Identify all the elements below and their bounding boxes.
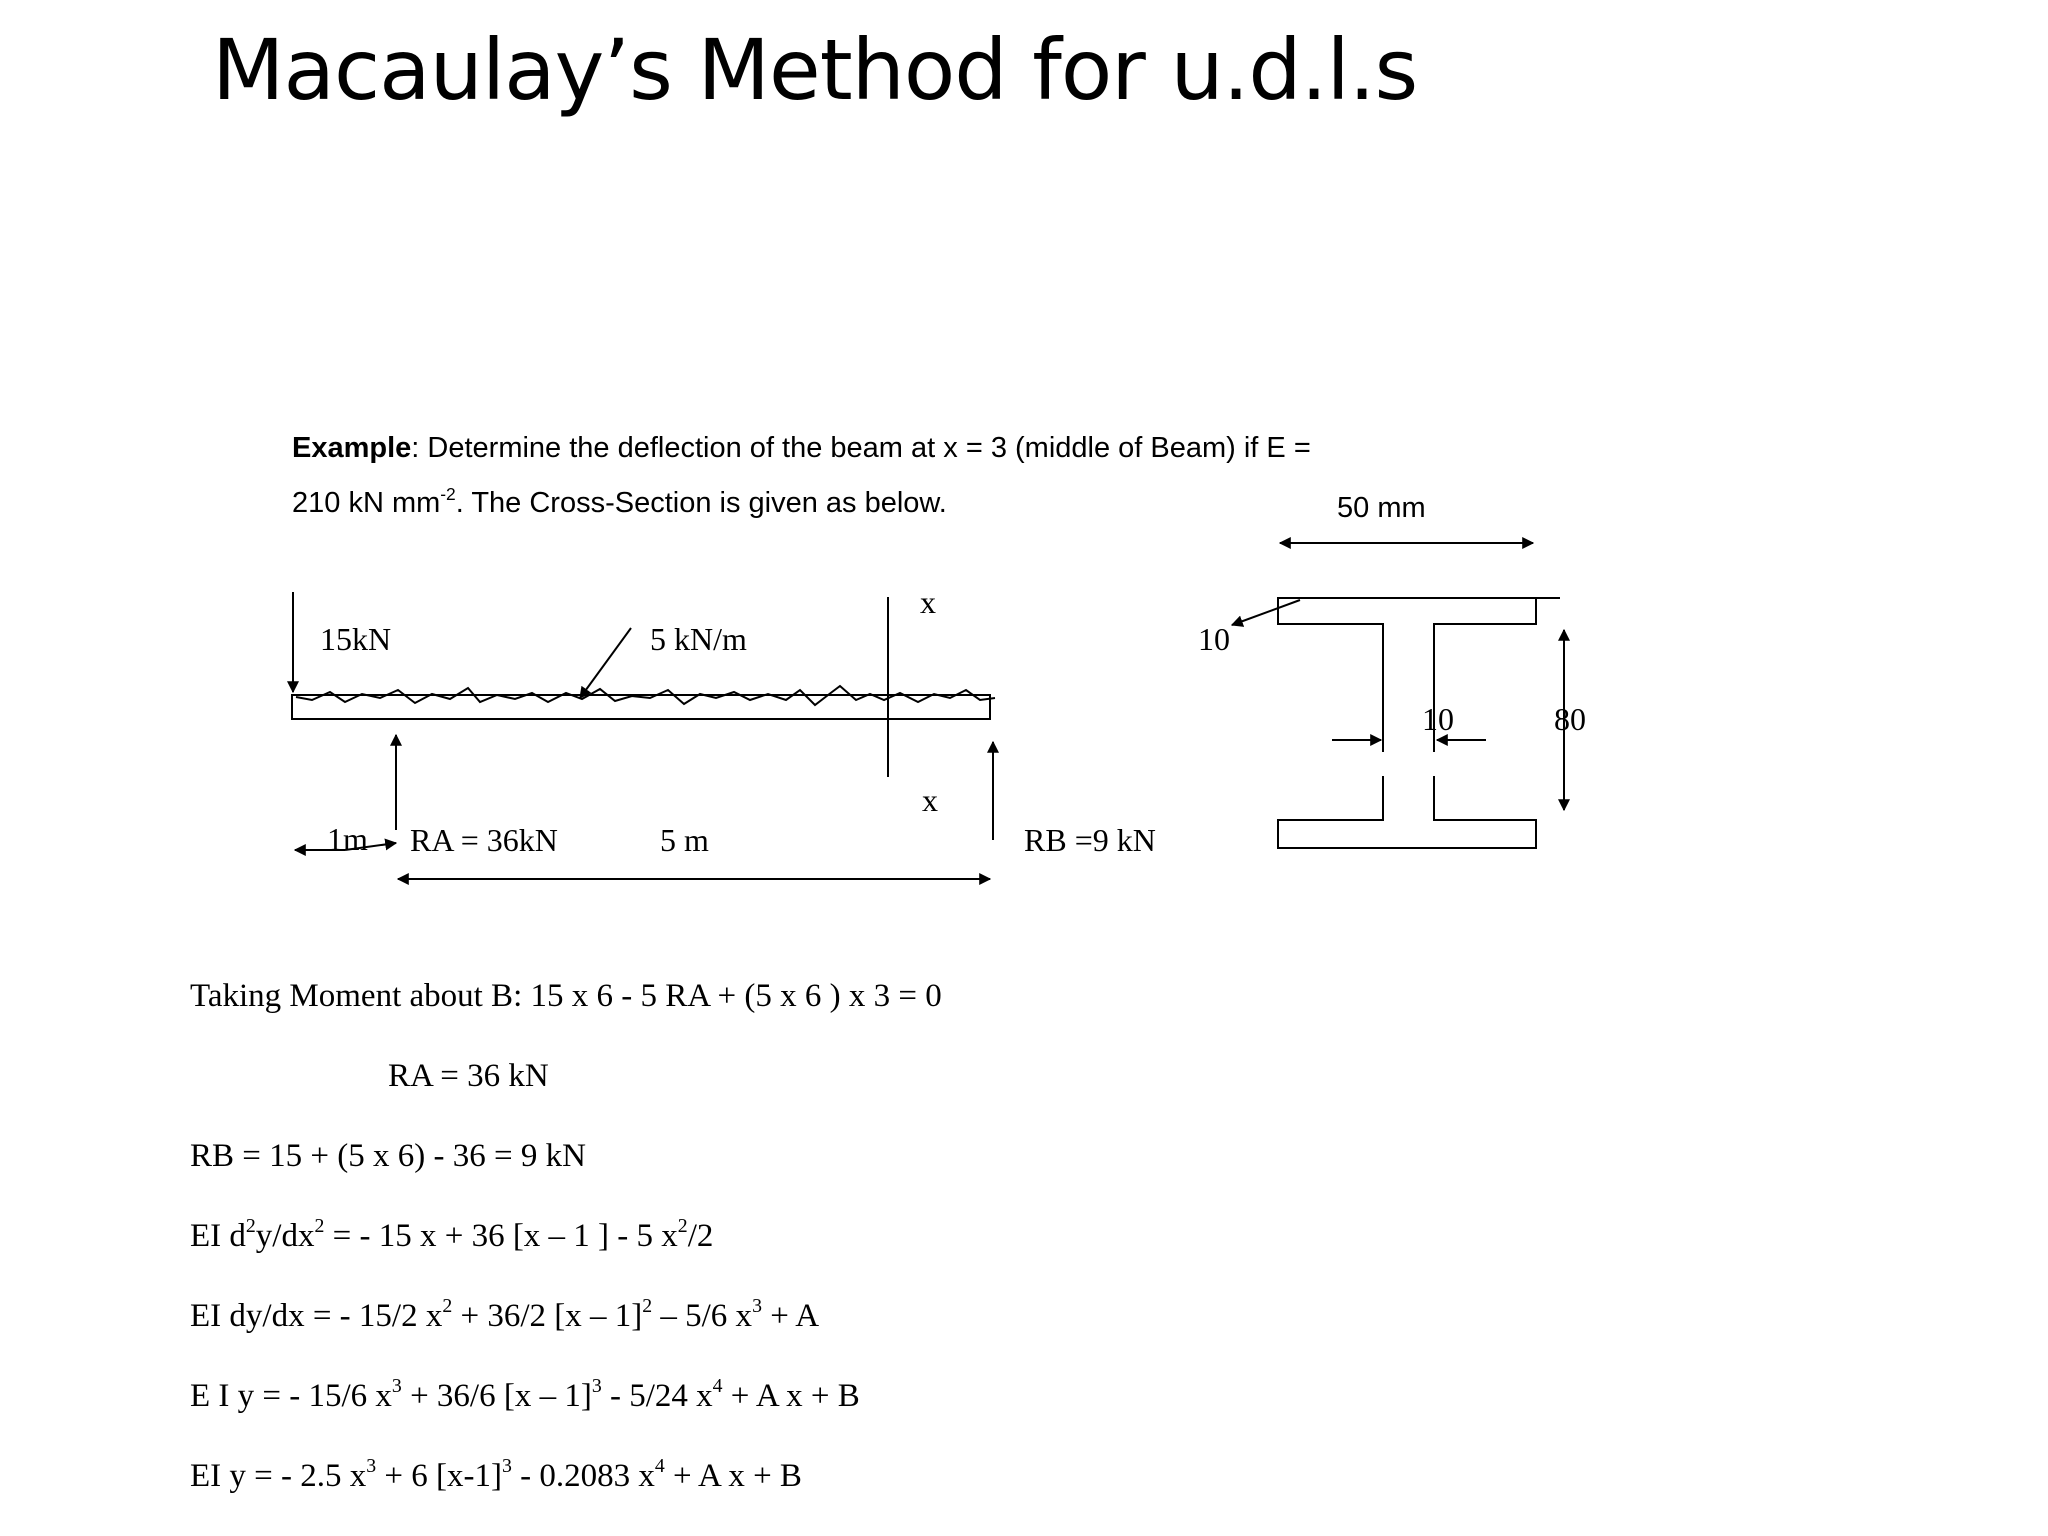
eq3-exponent: 4 xyxy=(712,1375,723,1398)
eq2-exponent: 2 xyxy=(642,1295,653,1318)
eq1-part: y/dx xyxy=(255,1218,315,1254)
eq4-exponent: 3 xyxy=(366,1455,377,1478)
eq1-part: /2 xyxy=(687,1218,714,1254)
flange-thickness-leader xyxy=(1232,600,1300,625)
eq3-part: E I y = - 15/6 x xyxy=(190,1378,392,1414)
eq2-exponent: 3 xyxy=(752,1295,762,1318)
eq3-part: - 5/24 x xyxy=(601,1378,713,1414)
equation-curvature xyxy=(190,1215,714,1255)
point-load-label: 15kN xyxy=(320,621,392,657)
web-gap-cover-left xyxy=(1378,752,1388,776)
eq4-part: + 6 [x-1] xyxy=(376,1458,502,1494)
flange-thickness-label: 10 xyxy=(1198,621,1230,657)
eq4-exponent: 4 xyxy=(654,1455,665,1478)
eq1-exponent: 2 xyxy=(245,1215,256,1238)
equation-deflection xyxy=(190,1375,860,1415)
eq4-exponent: 3 xyxy=(501,1455,512,1478)
equation-slope xyxy=(190,1295,820,1335)
equation-deflection-simplified xyxy=(190,1455,802,1495)
eq2-part: EI dy/dx = - 15/2 x xyxy=(190,1298,443,1334)
eq4-part: - 0.2083 x xyxy=(511,1458,655,1494)
example-modulus: 210 kN mm xyxy=(292,487,441,519)
left-dimension-label: 1m xyxy=(327,821,368,857)
web-gap-cover-top xyxy=(1385,752,1432,766)
udl-label: 5 kN/m xyxy=(650,621,747,657)
eq3-exponent: 3 xyxy=(391,1375,402,1398)
example-modulus-exponent: -2 xyxy=(440,483,456,504)
eq3-part: + 36/6 [x – 1] xyxy=(401,1378,592,1414)
eq1-part: EI d xyxy=(190,1218,246,1254)
udl-label-leader xyxy=(580,628,631,698)
eq4-part: + A x + B xyxy=(664,1458,802,1494)
example-text-1: : Determine the deflection of the beam at x = 3 (middle of Beam) if E = xyxy=(411,432,1311,464)
eq4-part: EI y = - 2.5 x xyxy=(190,1458,367,1494)
section-mark-top: x xyxy=(920,584,936,620)
i-section-outline xyxy=(1278,598,1536,848)
slide-title: Macaulay’s Method for u.d.l.s xyxy=(212,21,1418,119)
equation-ra: RA = 36 kN xyxy=(388,1058,549,1094)
eq2-exponent: 2 xyxy=(442,1295,453,1318)
equation-rb: RB = 15 + (5 x 6) - 36 = 9 kN xyxy=(190,1138,586,1174)
depth-label: 80 xyxy=(1554,701,1586,737)
eq2-part: + 36/2 [x – 1] xyxy=(452,1298,643,1334)
flange-width-label: 50 mm xyxy=(1337,492,1426,524)
example-label: Example xyxy=(292,432,412,464)
reaction-b-label: RB =9 kN xyxy=(1024,822,1156,858)
eq3-exponent: 3 xyxy=(591,1375,602,1398)
eq3-part: + A x + B xyxy=(722,1378,860,1414)
reaction-a-label: RA = 36kN xyxy=(410,822,558,858)
eq1-exponent: 2 xyxy=(677,1215,688,1238)
eq2-part: – 5/6 x xyxy=(652,1298,753,1334)
example-text-2: . The Cross-Section is given as below. xyxy=(455,487,947,519)
span-label: 5 m xyxy=(660,822,709,858)
web-thickness-label: 10 xyxy=(1422,701,1454,737)
eq1-exponent: 2 xyxy=(314,1215,325,1238)
eq1-part: = - 15 x + 36 [x – 1 ] - 5 x xyxy=(324,1218,678,1254)
equation-moment: Taking Moment about B: 15 x 6 - 5 RA + (5 x 6 ) x 3 = 0 xyxy=(190,978,942,1014)
eq2-part: + A xyxy=(761,1298,820,1334)
section-mark-bottom: x xyxy=(922,782,938,818)
web-gap-cover-right xyxy=(1428,752,1438,776)
